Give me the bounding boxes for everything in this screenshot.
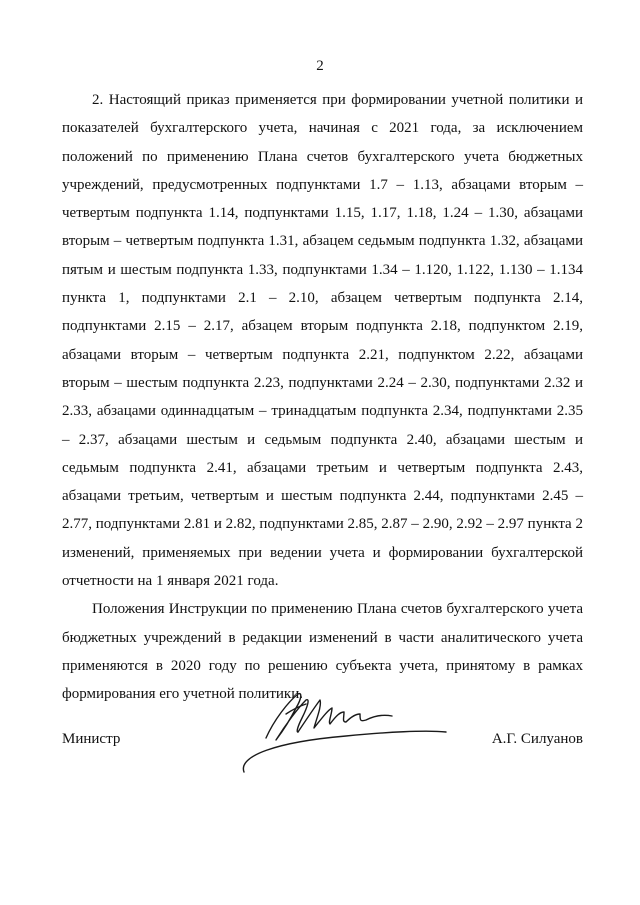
handwritten-signature (236, 680, 456, 780)
paragraph-1: 2. Настоящий приказ применяется при формировании учетной политики и показателей бухгалтерского учета, начиная с 2021 года, за исключением положений по применению Плана счетов бухгалтерского учета бюджетных учреждений, предусмотренных подпунктами 1.7 – 1.13, абзацами вторым – четвертым подпункта 1.14, подпунктами 1.15, 1.17, 1.18, 1.24 – 1.30, абзацами вторым – четвертым подпункта 1.31, абзацем седьмым подпункта 1.32, абзацами пятым и шестым подпункта 1.33, подпунктами 1.34 – 1.120, 1.122, 1.130 – 1.134 пункта 1, подпунктами 2.1 – 2.10, абзацем четвертым подпункта 2.14, подпунктами 2.15 – 2.17, абзацем вторым подпункта 2.18, подпунктом 2.19, абзацами вторым – четвертым подпункта 2.21, подпунктом 2.22, абзацами вторым – шестым подпункта 2.23, подпунктами 2.24 – 2.30, подпунктами 2.32 и 2.33, абзацами одиннадцатым – тринадцатым подпункта 2.34, подпунктами 2.35 – 2.37, абзацами шестым и седьмым подпункта 2.40, абзацами шестым и седьмым подпункта 2.41, абзацами третьим и четвертым подпункта 2.43, абзацами третьим, четвертым и шестым подпункта 2.44, подпунктами 2.45 – 2.77, подпунктами 2.81 и 2.82, подпунктами 2.85, 2.87 – 2.90, 2.92 – 2.97 пункта 2 изменений, применяемых при ведении учета и формировании бухгалтерской отчетности на 1 января 2021 года. (62, 92, 583, 590)
document-body (62, 86, 583, 709)
paragraph-2: Положения Инструкции по применению Плана счетов бухгалтерского учета бюджетных учреждений в редакции изменений в части аналитического учета применяются в 2020 году по решению субъекта учета, принятому в рамках формирования его учетной политики. (62, 601, 583, 703)
signatory-title: Министр (62, 731, 121, 747)
page-number: 2 (316, 58, 324, 74)
signatory-name: А.Г. Силуанов (491, 731, 583, 747)
